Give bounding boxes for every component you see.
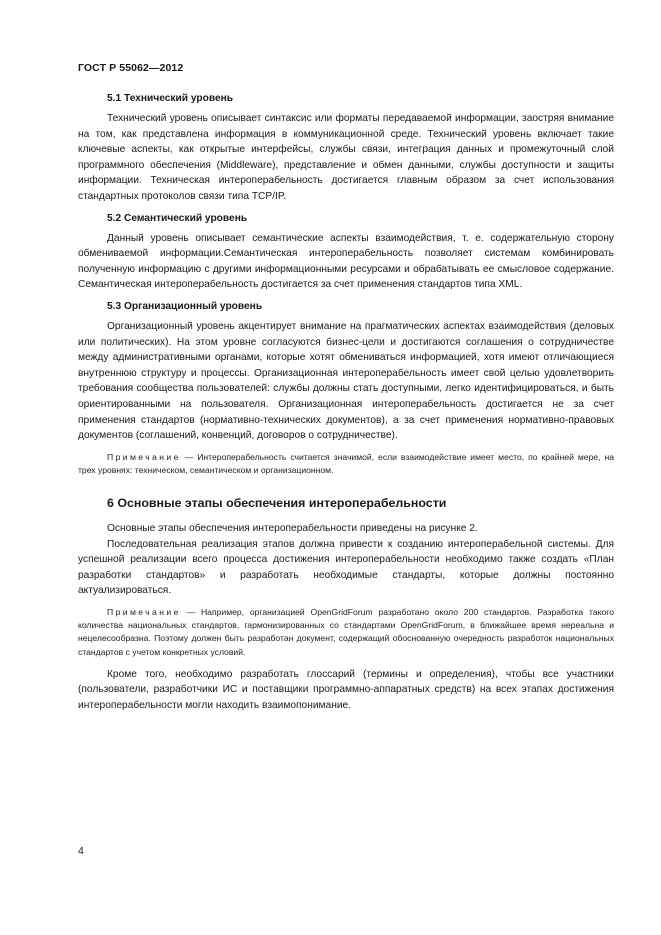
section-6-heading: 6 Основные этапы обеспечения интероперабельности <box>107 496 447 511</box>
page-content <box>78 92 614 721</box>
standard-header: ГОСТ Р 55062—2012 <box>78 62 184 74</box>
section-6-paragraph-2: Последовательная реализация этапов должна привести к созданию интероперабельной системы. Для успешной реализации всего процесса достижения интероперабельности необходимо также создать «План разработки стандартов» и разработать необходимые стандарты, которые должны постоянно актуализироваться. <box>78 538 614 597</box>
section-5-1-paragraph: Технический уровень описывает синтаксис или форматы передаваемой информации, заостряя внимание на том, как представлена информация в коммуникационной среде. Технический уровень включает такие ключевые аспекты, как открытые интерфейсы, службы связи, интеграция данных и промежуточный слой программного обеспечения (Middleware), представление и обмен данными, службы доступности и защиты информации. Техническая интероперабельность достигается главным образом за счет использования стандартных протоколов связи типа TCP/IP. <box>78 113 614 202</box>
section-5-2-heading: 5.2 Семантический уровень <box>107 212 248 224</box>
section-5-3-heading: 5.3 Организационный уровень <box>107 300 263 312</box>
section-5-3-note <box>78 451 614 477</box>
note-label: Примечание <box>107 607 181 618</box>
section-5-3-paragraph: Организационный уровень акцентирует внимание на прагматических аспектах взаимодействия (деловых или политических). На этом уровне согласуются бизнес-цели и достигаются соглашения о сотрудничестве между административными органами, которые хотят обмениваться информацией, хотя имеют отличающиеся внутреннюю структуру и процессы. Организационная интероперабельность имеет свой целью удовлетворить требования сообщества пользователей: службы должны стать доступными, легко идентифицироваться, и быть ориентированными на пользователя. Организационная интероперабельность достигается не за счет применения стандартов (нормативно-технических документов), а за счет применения нормативно-правовых документов (соглашений, конвенций, договоров о сотрудничестве). <box>78 320 614 442</box>
section-6-note <box>78 606 614 659</box>
page-number: 4 <box>78 845 84 857</box>
section-6-paragraph-1: Основные этапы обеспечения интероперабельности приведены на рисунке 2. <box>107 523 478 535</box>
note-text: — Интероперабельность считается значимой, если взаимодействие имеет место, по крайней мере, на трех уровнях: техническом, семантическом и организационном. <box>78 451 614 475</box>
section-6-paragraph-3: Кроме того, необходимо разработать глоссарий (термины и определения), чтобы все участники (пользователи, разработчики ИС и поставщики программно-аппаратных средств) на всех этапах достижения интероперабельности могли находить взаимопонимание. <box>78 668 614 712</box>
section-5-2-paragraph: Данный уровень описывает семантические аспекты взаимодействия, т. е. содержательную сторону обмениваемой информации.Семантическая интероперабельность позволяет системам комбинировать полученную информацию с другими информационными ресурсами и обрабатывать ее смысловое содержание. Семантическая интероперабельность достигается за счет применения стандартов типа XML. <box>78 232 614 291</box>
note-text: — Например, организацией OpenGridForum разработано около 200 стандартов. Разработка такого количества национальных стандартов, гармонизированных со стандартами OpenGridForum, в ближайшее время нереальна и нецелесообразна. Поэтому должен быть разработан документ, содержащий обоснованную очередность разработок национальных стандартов с учетом конкретных условий. <box>78 607 614 657</box>
note-label: Примечание <box>107 451 181 462</box>
section-5-1-heading: 5.1 Технический уровень <box>107 93 234 104</box>
